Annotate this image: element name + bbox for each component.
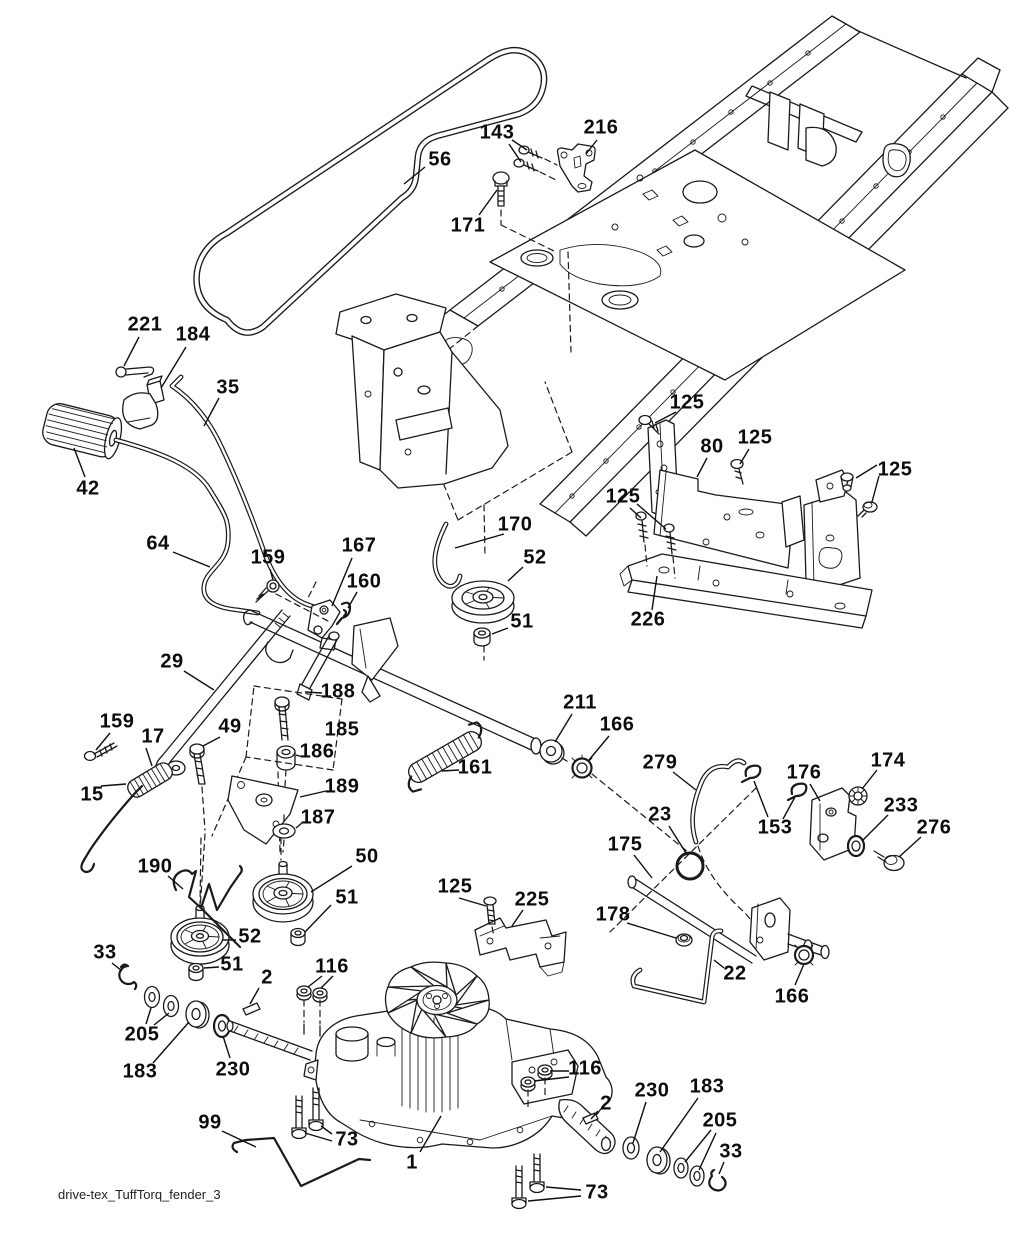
part-callout-176-37: 176: [786, 761, 822, 784]
part-callout-189-31: 189: [324, 775, 360, 798]
part-callout-35-6: 35: [216, 376, 240, 399]
part-callout-175-41: 175: [607, 833, 643, 856]
figure-caption: drive-tex_TuffTorq_fender_3: [58, 1187, 221, 1202]
part-callout-99-58: 99: [198, 1111, 222, 1134]
part-callout-52-50: 52: [238, 925, 262, 948]
part-callout-221-4: 221: [127, 313, 163, 336]
part-callout-80-9: 80: [700, 435, 724, 458]
part-callout-205-65: 205: [702, 1109, 738, 1132]
part-callout-125-12: 125: [605, 485, 641, 508]
part-callout-29-21: 29: [160, 650, 184, 673]
part-callout-233-39: 233: [883, 794, 919, 817]
part-callout-174-38: 174: [870, 749, 906, 772]
part-callout-160-16: 160: [346, 570, 382, 593]
part-callout-42-7: 42: [76, 477, 100, 500]
part-callout-216-2: 216: [583, 116, 619, 139]
part-callout-226-20: 226: [630, 608, 666, 631]
part-callout-184-5: 184: [175, 323, 211, 346]
part-callout-153-36: 153: [757, 816, 793, 839]
part-callout-166-24: 166: [599, 713, 635, 736]
part-callout-125-11: 125: [877, 458, 913, 481]
part-callout-17-26: 17: [141, 725, 165, 748]
part-callout-50-43: 50: [355, 845, 379, 868]
part-callout-33-66: 33: [719, 1140, 743, 1163]
part-callout-183-56: 183: [122, 1060, 158, 1083]
part-callout-178-47: 178: [595, 903, 631, 926]
part-callout-116-61: 116: [568, 1057, 602, 1080]
part-callout-230-63: 230: [634, 1079, 670, 1102]
part-callout-23-35: 23: [648, 803, 672, 826]
part-callout-116-54: 116: [315, 955, 349, 978]
part-callout-161-33: 161: [457, 756, 493, 779]
part-callout-73-59: 73: [335, 1128, 359, 1151]
part-callout-125-45: 125: [437, 875, 473, 898]
part-callout-279-34: 279: [642, 751, 678, 774]
part-callout-190-42: 190: [137, 855, 173, 878]
part-callout-183-64: 183: [689, 1075, 725, 1098]
part-callout-187-32: 187: [300, 806, 336, 829]
part-callout-125-10: 125: [737, 426, 773, 449]
part-callout-33-52: 33: [93, 941, 117, 964]
part-callout-225-46: 225: [514, 888, 550, 911]
part-callout-125-8: 125: [669, 391, 705, 414]
part-callout-185-28: 185: [324, 718, 360, 741]
part-callout-276-40: 276: [916, 816, 952, 839]
part-callout-51-44: 51: [335, 886, 359, 909]
part-callout-2-53: 2: [261, 966, 273, 989]
part-callout-167-15: 167: [341, 534, 377, 557]
part-callout-64-13: 64: [146, 532, 170, 555]
part-callout-1-60: 1: [406, 1151, 418, 1174]
part-callout-73-67: 73: [585, 1181, 609, 1204]
part-callout-166-49: 166: [774, 985, 810, 1008]
part-callout-49-27: 49: [218, 715, 242, 738]
part-callout-230-57: 230: [215, 1058, 251, 1081]
part-callout-15-30: 15: [80, 783, 104, 806]
part-callout-170-17: 170: [497, 513, 533, 536]
part-callout-2-62: 2: [600, 1092, 612, 1115]
part-callout-186-29: 186: [299, 740, 335, 763]
part-callout-171-3: 171: [450, 214, 486, 237]
part-callout-51-19: 51: [510, 610, 534, 633]
part-callout-188-22: 188: [320, 680, 356, 703]
part-callout-159-14: 159: [250, 546, 286, 569]
part-callout-159-25: 159: [99, 710, 135, 733]
part-callout-56-0: 56: [428, 148, 452, 171]
part-callout-211-23: 211: [563, 691, 597, 714]
part-callout-51-51: 51: [220, 953, 244, 976]
part-callout-22-48: 22: [723, 962, 747, 985]
part-callout-205-55: 205: [124, 1023, 160, 1046]
part-callout-143-1: 143: [479, 121, 515, 144]
part-callout-52-18: 52: [523, 546, 547, 569]
